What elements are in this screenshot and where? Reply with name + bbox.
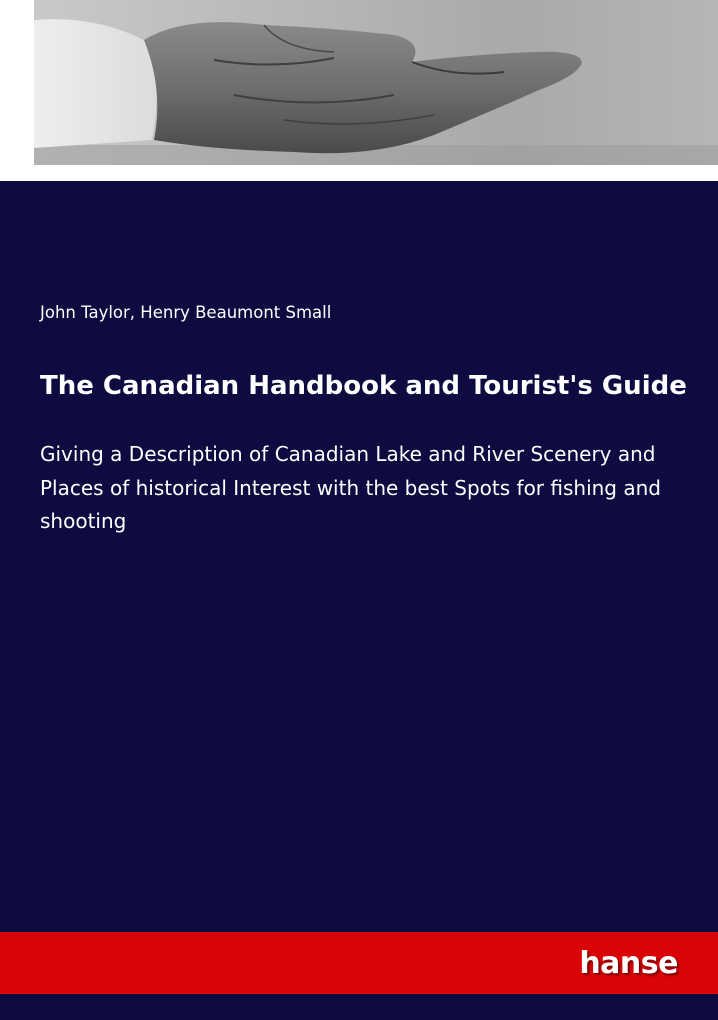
book-subtitle: Giving a Description of Canadian Lake and River Scenery and Places of historical Interest with the best Spots for fishing and shooting bbox=[40, 442, 661, 533]
book-title: The Canadian Handbook and Tourist's Guide bbox=[40, 371, 687, 401]
hand-photo bbox=[34, 0, 718, 165]
publisher-band bbox=[0, 932, 718, 994]
book-authors: John Taylor, Henry Beaumont Small bbox=[40, 303, 332, 322]
hanse-logo: hanse bbox=[579, 946, 678, 981]
bottom-strip bbox=[0, 994, 718, 1020]
cover-panel bbox=[0, 181, 718, 932]
open-hand-icon bbox=[34, 0, 718, 165]
